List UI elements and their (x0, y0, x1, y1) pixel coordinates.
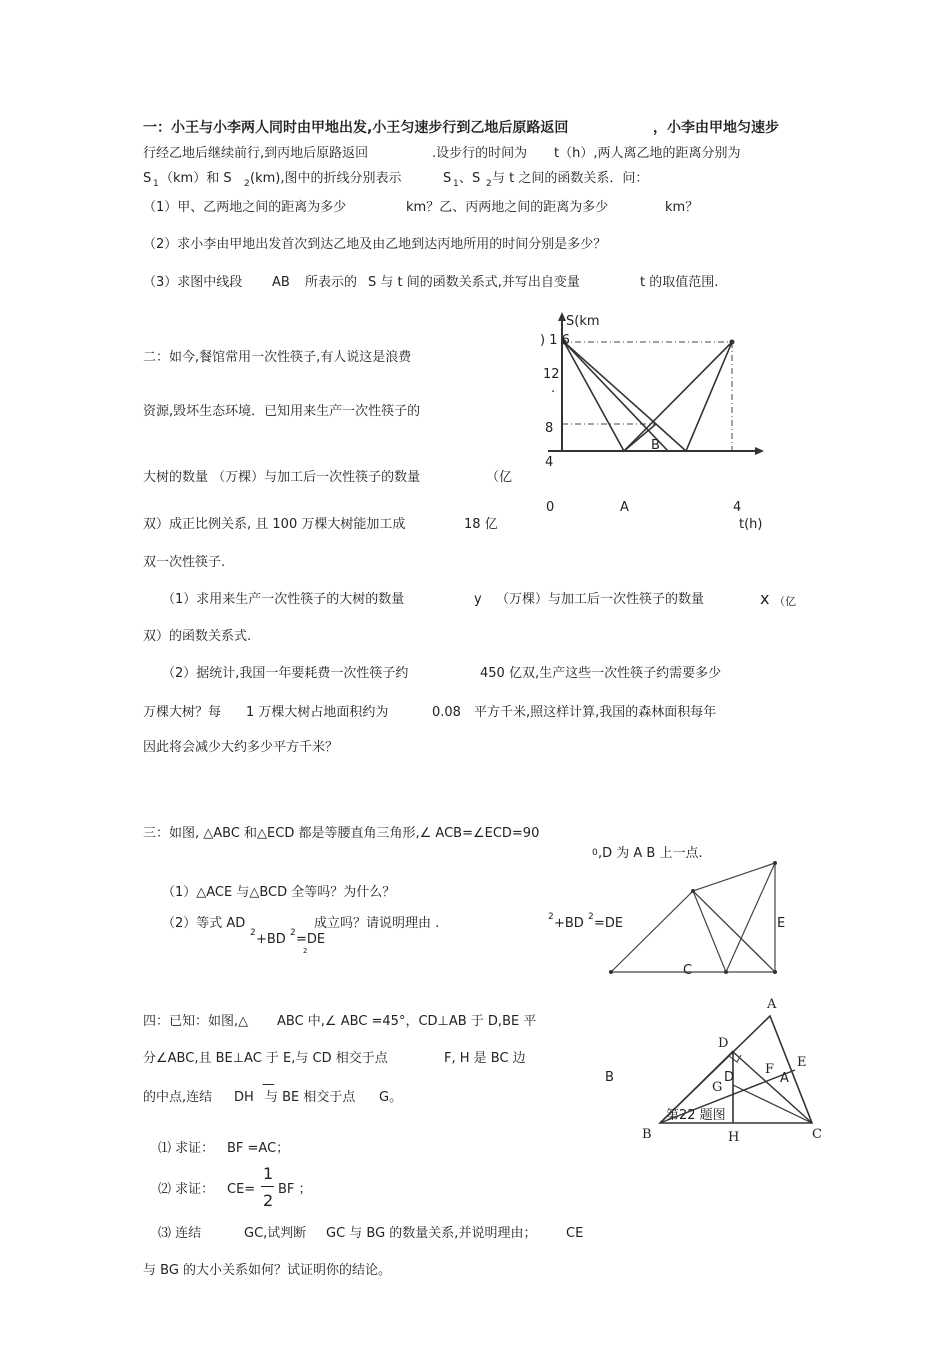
q4-fig-h: H (728, 1130, 740, 1145)
q1-part1a: （1）甲、乙两地之间的距离为多少 (143, 200, 347, 215)
q2-line3b: （亿 (486, 470, 513, 485)
q2-line2: 资源,毁坏生态环境．已知用来生产一次性筷子的 (143, 404, 421, 419)
graph-tick-12: 12 (543, 367, 560, 382)
q2-part2f: 平方千米,照这样计算,我国的森林面积每年 (474, 705, 717, 720)
q4-line3c: 与 BE 相交于点 (265, 1090, 356, 1105)
q2-part2g: 因此将会减少大约多少平方千米？ (143, 740, 339, 755)
q2-part1f: 双）的函数关系式. (143, 629, 252, 644)
graph-tick-x4: 4 (733, 500, 742, 515)
q4-part3d: CE (566, 1226, 584, 1241)
q2-line3a: 大树的数量 （万棵）与加工后一次性筷子的数量 (143, 470, 421, 485)
q4-part3a: ⑶ 连结 (158, 1226, 202, 1241)
q4-frac-numerator: 1 (263, 1164, 274, 1183)
q1-part3b: AB (272, 275, 290, 290)
q2-part2d: 1 万棵大树占地面积约为 (246, 705, 389, 720)
q2-part1e: （亿 (774, 595, 796, 608)
q4-fig-e: E (797, 1055, 807, 1070)
q4-fig-d: D (718, 1036, 729, 1051)
q1-sub4: 2 (486, 179, 492, 189)
q1-line1b: ，小李由甲地匀速步 (653, 120, 779, 136)
q1-line2c: t（h）,两人离乙地的距离分别为 (554, 146, 741, 161)
q4-line2a: 分∠ABC,且 BE⊥AC 于 E,与 CD 相交于点 (143, 1051, 388, 1066)
q3-part2-sup3: 2 (303, 947, 308, 955)
q1-part3a: （3）求图中线段 (143, 275, 243, 290)
q2-part1b: y (474, 592, 482, 607)
q4-part1a: ⑴ 求证： (158, 1141, 215, 1156)
q3-fig-sup1: 2 (548, 912, 554, 922)
q1-part1b: km？乙、丙两地之间的距离为多少 (406, 200, 609, 215)
graph-dot: . (551, 381, 556, 396)
q1-part2: （2）求小李由甲地出发首次到达乙地及由乙地到达丙地所用的时间分别是多少？ (143, 237, 607, 252)
q1-line3f: 与 t 之间的函数关系．问： (492, 171, 649, 186)
graph-xlabel: t(h) (739, 517, 763, 532)
q3-fig-e: E (777, 916, 786, 931)
q2-part2b: 450 亿双,生产这些一次性筷子约需要多少 (480, 666, 722, 681)
q1-line3d: S (443, 171, 452, 186)
q4-line3a: 的中点,连结 (143, 1090, 213, 1105)
q3-part2-sup2: 2 (290, 928, 296, 938)
q1-part3e: t 的取值范围. (640, 275, 719, 290)
q3-line1: 三：如图, △ABC 和△ECD 都是等腰直角三角形,∠ ACB=∠ECD=90 (143, 826, 540, 841)
q2-line1: 二：如今,餐馆常用一次性筷子,有人说这是浪费 (143, 350, 412, 365)
q3-part2-de: =DE (296, 932, 326, 947)
q1-part3c: 所表示的 (305, 275, 358, 290)
q4-frac-denominator: 2 (263, 1191, 274, 1210)
q3-fig-text1: +BD (554, 916, 584, 931)
q1-sub2: 2 (244, 179, 250, 189)
q3-fig-text2: =DE (594, 916, 624, 931)
q4-fig-g: G (712, 1080, 723, 1095)
q4-right-angle (729, 1055, 741, 1062)
q4-part2a: ⑵ 求证： (158, 1182, 215, 1197)
q1-sub3: 1 (453, 179, 459, 189)
q1-part3d: S 与 t 间的函数关系式,并写出自变量 (368, 275, 580, 290)
q4-fig-a2: A (780, 1071, 789, 1086)
q4-line1a: 四：已知：如图,△ (143, 1014, 249, 1029)
q1-line3e: 、S (459, 171, 481, 186)
q4-part4: 与 BG 的大小关系如何？试证明你的结论。 (143, 1263, 392, 1278)
q4-line2b: F, H 是 BC 边 (444, 1051, 526, 1066)
q2-line4b: 18 亿 (464, 517, 498, 532)
q3-fig-sup2: 2 (588, 912, 594, 922)
q3-line2: ,D 为 A B 上一点. (598, 846, 703, 861)
q2-part2e: 0.08 (432, 705, 461, 720)
q4-triangle-abc (660, 1016, 812, 1123)
q4-line3d: G。 (379, 1090, 403, 1105)
q3-degree: 0 (592, 848, 598, 858)
q4-part2b: CE= (227, 1182, 256, 1197)
q1-line3b: （km）和 S (160, 171, 232, 186)
graph-ylabel2: ) 1 6 (540, 333, 570, 348)
q2-part2a: （2）据统计,我国一年要耗费一次性筷子约 (162, 666, 409, 681)
graph-point-a: A (620, 500, 629, 515)
q1-line2a: 行经乙地后继续前行,到丙地后原路返回 (143, 146, 369, 161)
q2-part1a: （1）求用来生产一次性筷子的大树的数量 (162, 592, 405, 607)
graph-ylabel: S(km (566, 314, 600, 329)
q2-part1d: x (760, 589, 770, 608)
q4-fig-a: A (767, 997, 777, 1012)
q2-line4a: 双）成正比例关系, 且 100 万棵大树能加工成 (143, 517, 406, 532)
q4-part2c: BF ； (278, 1182, 312, 1197)
q2-part2c: 万棵大树？每 (143, 705, 222, 720)
q3-part2-sup1: 2 (250, 928, 256, 938)
q2-part1c: （万棵）与加工后一次性筷子的数量 (496, 592, 705, 607)
graph-tick-8: 8 (545, 421, 554, 436)
q3-part2b: 成立吗？请说明理由 . (314, 916, 440, 931)
q4-fig-caption: 第22 题图 (666, 1108, 726, 1123)
q4-line1b: ABC 中,∠ ABC =45°，CD⊥AB 于 D,BE 平 (277, 1014, 537, 1029)
q2-line5: 双一次性筷子. (143, 555, 226, 570)
q4-fig-d2: D (724, 1070, 735, 1085)
graph-origin: 0 (546, 500, 555, 515)
q4-fig-f: F (765, 1062, 775, 1077)
q3-part2a: （2）等式 AD (162, 916, 246, 931)
q4-overbar: — (262, 1077, 275, 1092)
graph-tick-4: 4 (545, 455, 554, 470)
q4-line3b: DH (234, 1090, 254, 1105)
q3-fig-c: C (683, 963, 693, 978)
graph-point-b: B (651, 438, 660, 453)
q3-part1: （1）△ACE 与△BCD 全等吗？为什么？ (162, 885, 396, 900)
q4-part3b: GC,试判断 (244, 1226, 307, 1241)
q1-sub1: 1 (153, 179, 159, 189)
q4-fig-b: B (642, 1127, 652, 1142)
q4-fig-c: C (812, 1127, 822, 1142)
q1-line2b: .设步行的时间为 (432, 146, 528, 161)
q3-part2-bd: +BD (256, 932, 286, 947)
q1-line3c: (km),图中的折线分别表示 (250, 171, 402, 186)
q1-line3a: S (143, 171, 152, 186)
q4-fig-b-left: B (605, 1070, 614, 1085)
q1-part1c: km？ (665, 200, 699, 215)
q1-line1a: 一：小王与小李两人同时由甲地出发,小王匀速步行到乙地后原路返回 (143, 120, 569, 136)
q4-part3c: GC 与 BG 的数量关系,并说明理由； (326, 1226, 537, 1241)
q4-part1b: BF =AC； (227, 1141, 290, 1156)
